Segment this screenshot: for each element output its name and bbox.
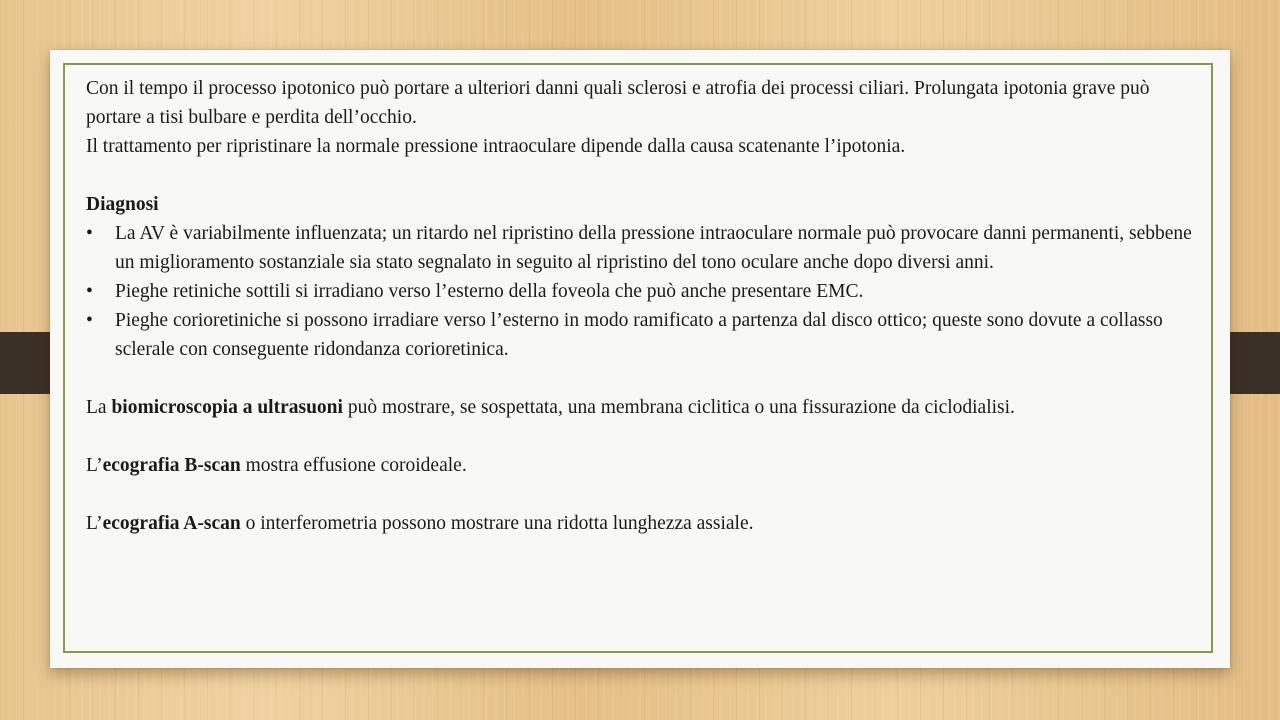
bscan-prefix: L’ xyxy=(86,455,103,476)
ubm-prefix: La xyxy=(86,397,112,418)
list-item xyxy=(86,277,1206,306)
bullet-marker: • xyxy=(86,223,93,244)
ascan-prefix: L’ xyxy=(86,513,103,534)
left-binder-tab xyxy=(0,332,52,394)
list-item xyxy=(86,219,1206,277)
bullet-marker: • xyxy=(86,281,93,302)
spacer xyxy=(86,422,1206,451)
slide-content xyxy=(86,74,1206,538)
ubm-suffix: può mostrare, se sospettata, una membrana ciclitica o una fissurazione da ciclodialisi. xyxy=(342,397,1015,418)
diagnosis-heading: Diagnosi xyxy=(86,194,159,215)
spacer xyxy=(86,161,1206,190)
list-item-text: La AV è variabilmente influenzata; un ritardo nel ripristino della pressione intraoculare normale può provocare danni permanenti, sebbene un miglioramento sostanziale sia stato segnalato in seguito al ripristino del tono oculare anche dopo diversi anni. xyxy=(115,223,1192,273)
bscan-paragraph xyxy=(86,451,1206,480)
ascan-term: ecografia A-scan xyxy=(102,513,241,534)
intro-paragraph: Con il tempo il processo ipotonico può portare a ulteriori danni quali sclerosi e atrofia dei processi ciliari. Prolungata ipotonia grave può portare a tisi bulbare e perdita dell’occhio. xyxy=(86,78,1150,128)
list-item-text: Pieghe retiniche sottili si irradiano verso l’esterno della foveola che può anche presentare EMC. xyxy=(115,281,864,302)
bscan-suffix: mostra effusione coroideale. xyxy=(240,455,467,476)
ubm-term: biomicroscopia a ultrasuoni xyxy=(111,397,343,418)
ubm-paragraph xyxy=(86,393,1206,422)
ascan-paragraph xyxy=(86,509,1206,538)
ascan-suffix: o interferometria possono mostrare una ridotta lunghezza assiale. xyxy=(240,513,754,534)
bullet-marker: • xyxy=(86,310,93,331)
slide-paper xyxy=(50,50,1230,668)
spacer xyxy=(86,364,1206,393)
list-item xyxy=(86,306,1206,364)
bscan-term: ecografia B-scan xyxy=(102,455,241,476)
spacer xyxy=(86,480,1206,509)
list-item-text: Pieghe corioretiniche si possono irradiare verso l’esterno in modo ramificato a partenza dal disco ottico; queste sono dovute a collasso sclerale con conseguente ridondanza corioretinica. xyxy=(115,310,1163,360)
treatment-paragraph: Il trattamento per ripristinare la normale pressione intraoculare dipende dalla causa scatenante l’ipotonia. xyxy=(86,136,906,157)
diagnosis-list xyxy=(86,219,1206,364)
